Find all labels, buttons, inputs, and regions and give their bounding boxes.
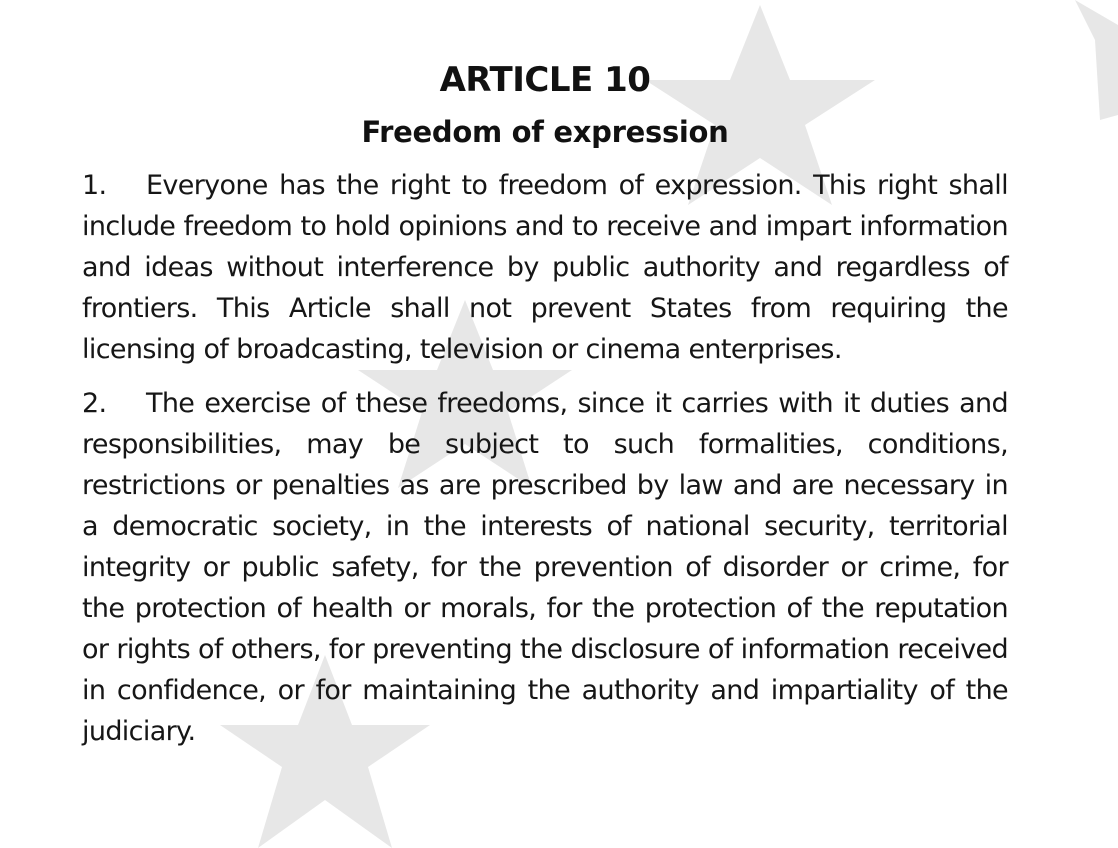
article-heading: ARTICLE 10 <box>439 60 651 100</box>
star-shape <box>1075 0 1118 120</box>
article-page <box>82 58 1008 752</box>
paragraph-1 <box>82 165 1008 370</box>
paragraph-text: The exercise of these freedoms, since it carries with it duties and responsibilities, may be subject to such formalities, conditions, restrictions or penalties as are prescribed by law and are necessary in a democratic society, in the interests of national security, territorial integrity or public safety, for the prevention of disorder or crime, for the protection of health or morals, for the protection of the reputation or rights of others, for preventing the disclosure of information received in confidence, or for maintaining the authority and impartiality of the judiciary. <box>82 388 1008 747</box>
paragraph-2 <box>82 383 1008 752</box>
paragraph-number: 2. <box>82 388 107 419</box>
paragraph-text: Everyone has the right to freedom of expression. This right shall include freedom to hold opinions and to receive and impart information and ideas without interference by public authority and regardless of frontiers. This Article shall not prevent States from requiring the licensing of broadcasting, television or cinema enterprises. <box>82 170 1008 365</box>
paragraph-number: 1. <box>82 170 107 201</box>
article-subtitle: Freedom of expression <box>361 115 729 149</box>
